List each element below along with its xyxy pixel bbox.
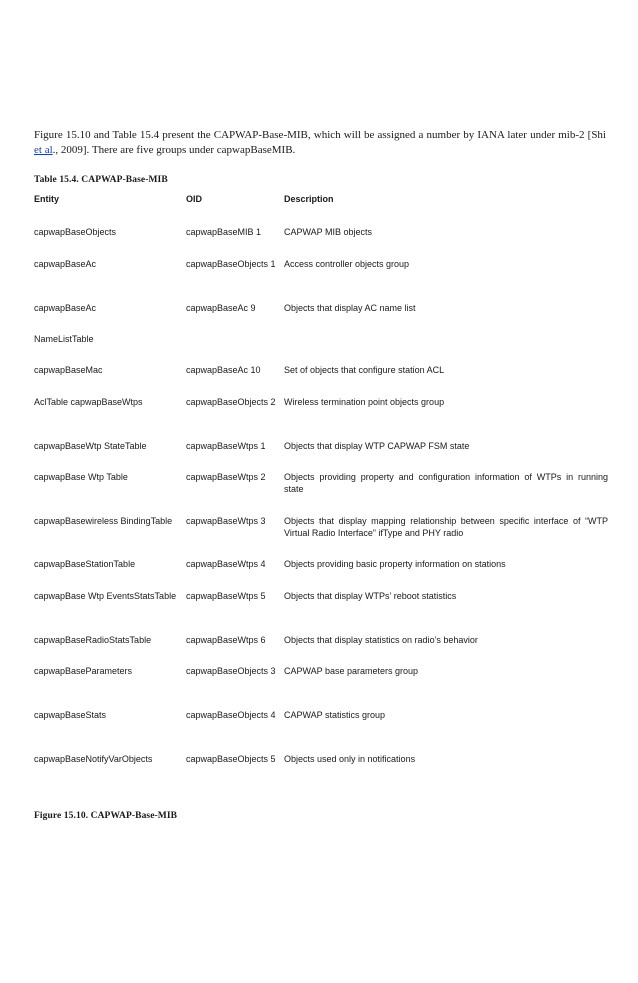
header-oid: OID [186,194,203,204]
cell-oid: capwapBaseAc 9 [186,303,256,313]
table-row [34,334,608,365]
table-row [34,666,608,710]
cell-oid: capwapBaseObjects 4 [186,710,276,720]
citation-link[interactable]: et al [34,143,53,156]
cell-oid: capwapBaseWtps 6 [186,635,266,645]
cell-entity: capwapBaseRadioStatsTable [34,635,152,645]
cell-oid: capwapBaseObjects 1 [186,259,276,269]
cell-entity: capwapBaseMac [34,365,103,375]
table-row [34,516,608,559]
cell-entity: capwapBaseAc [34,259,97,269]
table-caption: Table 15.4. CAPWAP-Base-MIB [34,175,168,185]
cell-description: CAPWAP statistics group [284,710,386,720]
cell-oid: capwapBaseAc 10 [186,365,261,375]
cell-description: Objects that display AC name list [284,303,416,313]
table-row [34,754,608,798]
intro-text-after: ., 2009]. There are five groups under capwapBaseMIB. [52,143,296,156]
cell-description: CAPWAP base parameters group [284,666,419,676]
cell-oid: capwapBaseWtps 5 [186,591,266,601]
cell-description: Objects that display statistics on radio’s behavior [284,635,478,645]
intro-text-before: Figure 15.10 and Table 15.4 present the CAPWAP-Base-MIB, which will be assigned a number by IANA later under mib-2 [Shi [34,129,606,141]
cell-oid: capwapBaseObjects 2 [186,397,276,407]
figure-caption: Figure 15.10. CAPWAP-Base-MIB [34,811,178,821]
cell-description: CAPWAP MIB objects [284,227,373,237]
table-row [34,259,608,303]
cell-entity: capwapBaseStationTable [34,559,136,569]
table-row [34,472,608,516]
cell-oid: capwapBaseWtps 3 [186,516,266,526]
cell-entity: capwapBaseNotifyVarObjects [34,754,153,764]
cell-description: Wireless termination point objects group [284,397,445,407]
cell-entity: capwapBaseObjects [34,227,117,237]
cell-oid [186,334,284,365]
header-entity: Entity [34,194,60,204]
cell-oid: capwapBaseObjects 3 [186,666,276,676]
table-row [34,559,608,591]
cell-description: Objects that display WTPs’ reboot statistics [284,591,457,601]
table-row [34,441,608,472]
cell-description: Objects providing property and configuration information of WTPs in running state [284,472,608,494]
cell-entity: capwapBasewireless BindingTable [34,516,173,526]
cell-oid: capwapBaseWtps 4 [186,559,266,569]
cell-entity: capwapBaseWtp StateTable [34,441,147,451]
cell-description: Set of objects that configure station ACL [284,365,445,375]
header-description: Description [284,194,334,204]
cell-description: Objects providing basic property information on stations [284,559,506,569]
table-row [34,303,608,334]
cell-entity: AclTable capwapBaseWtps [34,397,143,407]
cell-description: Objects used only in notifications [284,754,416,764]
table-header-row [34,194,608,227]
cell-entity: capwapBase Wtp EventsStatsTable [34,591,177,601]
table-row [34,591,608,635]
cell-description: Objects that display WTP CAPWAP FSM state [284,441,470,451]
cell-oid: capwapBaseObjects 5 [186,754,276,764]
cell-oid: capwapBaseWtps 2 [186,472,266,482]
cell-entity: NameListTable [34,334,94,344]
mib-table [34,194,608,798]
cell-description: Access controller objects group [284,259,410,269]
table-row [34,365,608,397]
table-row [34,227,608,259]
cell-description: Objects that display mapping relationship between specific interface of “WTP Virtual Radio Interface” ifType and PHY radio [284,516,608,538]
cell-oid: capwapBaseMIB 1 [186,227,262,237]
table-row [34,397,608,441]
cell-entity: capwapBaseParameters [34,666,133,676]
cell-description [284,334,608,365]
cell-oid: capwapBaseWtps 1 [186,441,266,451]
table-row [34,710,608,754]
cell-entity: capwapBaseStats [34,710,107,720]
intro-paragraph [34,128,606,157]
table-row [34,635,608,666]
cell-entity: capwapBaseAc [34,303,97,313]
cell-entity: capwapBase Wtp Table [34,472,128,482]
